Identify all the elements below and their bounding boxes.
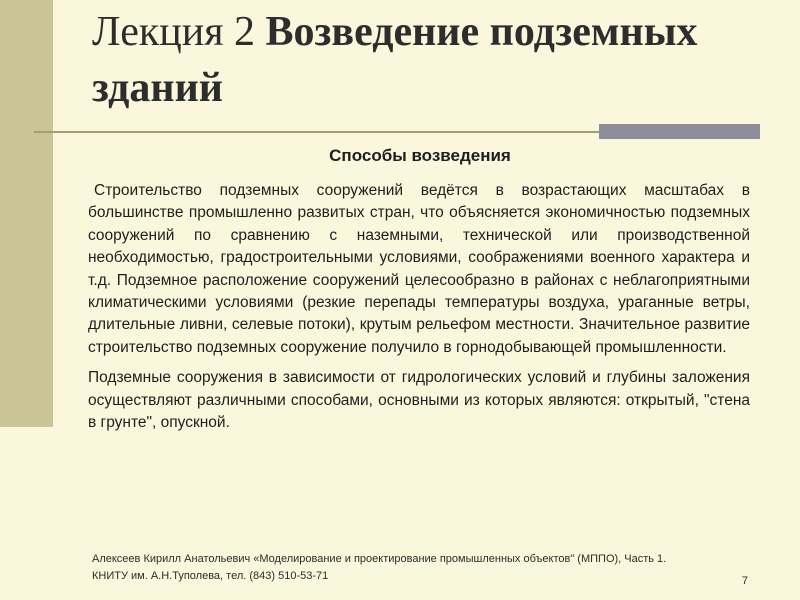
slide-title [92, 4, 782, 116]
title-divider-block [599, 124, 760, 139]
body-paragraph-2: Подземные сооружения в зависимости от гидрологических условий и глубины заложения осуществляют различными способами, основными из которых являются: открытый, "стена в грунте", опускной. [88, 369, 750, 432]
slide-subtitle: Способы возведения [329, 146, 511, 165]
title-main: Возведение подземных зданий [92, 9, 698, 111]
title-prefix: Лекция 2 [92, 9, 266, 55]
slide-body [88, 180, 750, 442]
title-divider [34, 131, 599, 133]
decorative-side-bar [0, 0, 53, 427]
page-number: 7 [741, 575, 748, 587]
footer-author-line: Алексеев Кирилл Анатольевич «Моделирование и проектирование промышленных объектов" (МППО), Часть 1. [92, 553, 667, 565]
body-paragraph-1: Строительство подземных сооружений ведётся в возрастающих масштабах в большинстве промышленно развитых стран, что объясняется экономичностью подземных сооружений по сравнению с наземными, технической или производственной необходимостью, градостроительными условиями, соображениями военного характера и т.д. Подземное расположение сооружений целесообразно в районах с неблагоприятными климатическими условиями (резкие перепады температуры воздуха, ураганные ветры, длительные ливни, селевые потоки), крутым рельефом местности. Значительное развитие строительство подземных сооружение получило в горнодобывающей промышленности. [88, 182, 750, 356]
footer-contact-line: КНИТУ им. А.Н.Туполева, тел. (843) 510-53-71 [92, 570, 329, 582]
slide-footer [92, 551, 752, 585]
